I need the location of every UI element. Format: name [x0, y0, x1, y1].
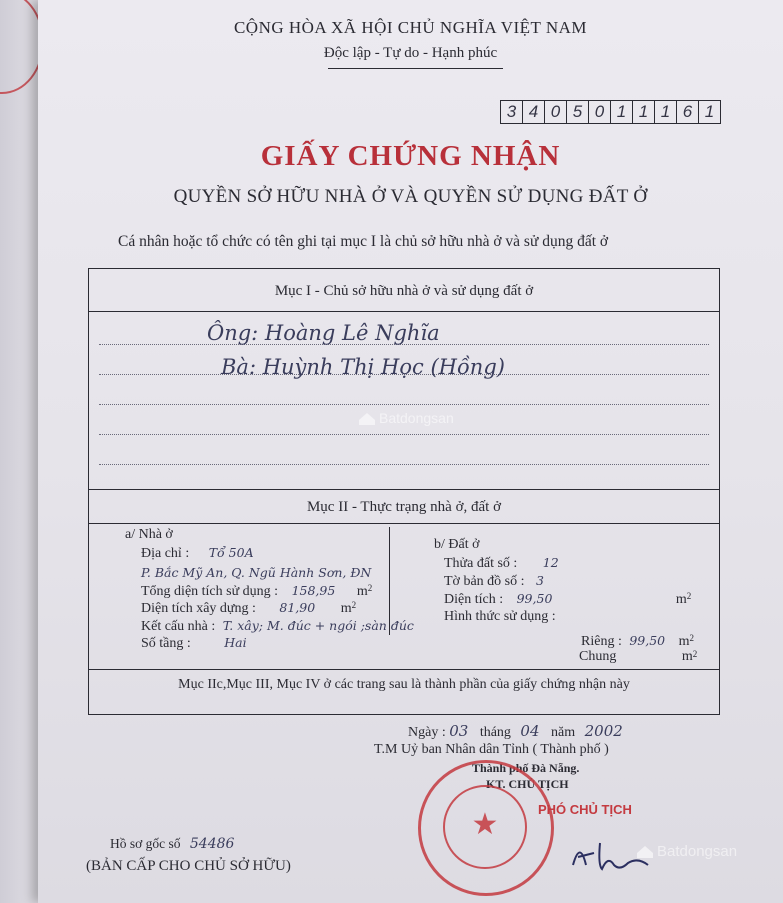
footnote: Mục IIc,Mục III, Mục IV ở các trang sau là thành phần của giấy chứng nhận này — [178, 677, 630, 692]
serial-digit: 0 — [545, 101, 567, 123]
parcel-field — [444, 555, 559, 572]
unit: m — [675, 592, 687, 607]
certificate-subtitle: QUYỀN SỞ HỮU NHÀ Ở VÀ QUYỀN SỬ DỤNG ĐẤT Ở — [173, 186, 648, 207]
divider — [89, 669, 719, 670]
month-value: 04 — [520, 722, 540, 740]
day-label: Ngày : — [408, 725, 446, 740]
file-label: Hồ sơ gốc số — [110, 836, 181, 851]
total-area-value: 158,95 — [291, 583, 336, 598]
watermark-text: Batdongsan — [657, 843, 738, 860]
divider — [89, 489, 719, 490]
serial-number-box — [500, 100, 721, 124]
certificate-page — [38, 0, 783, 903]
day-value: 03 — [449, 722, 469, 740]
month-label: tháng — [479, 725, 511, 740]
land-heading: b/ Đất ở — [434, 537, 480, 552]
land-area-value: 99,50 — [516, 591, 553, 606]
serial-digit: 0 — [589, 101, 611, 123]
certificate-title: GIẤY CHỨNG NHẬN — [260, 140, 561, 172]
seal-inner-ring — [443, 785, 527, 869]
issuer-line3: KT. CHỦ TỊCH — [486, 777, 569, 791]
serial-digit: 1 — [655, 101, 677, 123]
structure-value: T. xây; M. đúc + ngói ;sàn đúc — [222, 618, 414, 633]
divider — [89, 523, 719, 524]
address-value: Tổ 50A — [208, 545, 254, 560]
private-field: Riêng : 99,50 $m^2$ — [581, 633, 695, 649]
floors-label: Số tầng : — [141, 636, 191, 651]
divider — [89, 311, 719, 312]
private-label: Riêng : — [581, 634, 622, 649]
year-value: 2002 — [584, 722, 623, 740]
structure-field — [141, 618, 414, 635]
serial-digit: 6 — [677, 101, 699, 123]
section2-title: Mục II - Thực trạng nhà ở, đất ở — [306, 499, 502, 515]
house-heading: a/ Nhà ở — [125, 527, 173, 542]
intro-text: Cá nhân hoặc tổ chức có tên ghi tại mục I là chủ sở hữu nhà ở và sử dụng đất ở — [118, 233, 609, 250]
map-field — [444, 573, 544, 590]
house-icon — [636, 845, 654, 859]
file-number — [110, 836, 234, 852]
year-label: năm — [551, 725, 576, 740]
house-icon — [358, 412, 376, 426]
built-area-field: Diện tích xây dựng : 81,90 $m^2$ — [141, 600, 357, 616]
owner-2: Bà: Huỳnh Thị Học (Hồng) — [221, 355, 505, 379]
motto-underline — [328, 68, 503, 69]
parcel-label: Thửa đất số : — [444, 556, 518, 571]
watermark-text: Batdongsan — [379, 410, 454, 426]
national-motto: Độc lập - Tự do - Hạnh phúc — [323, 45, 498, 61]
official-seal — [418, 760, 554, 896]
unit: m — [356, 584, 368, 599]
copy-note: (BẢN CẤP CHO CHỦ SỞ HỮU) — [86, 858, 291, 874]
structure-label: Kết cấu nhà : — [141, 619, 216, 634]
private-value: 99,50 — [629, 633, 666, 648]
address-line2: P. Bắc Mỹ An, Q. Ngũ Hành Sơn, ĐN — [141, 565, 372, 580]
address-field — [141, 545, 254, 562]
serial-digit: 1 — [704, 102, 715, 121]
serial-digit: 3 — [501, 101, 523, 123]
file-value: 54486 — [189, 836, 235, 852]
dotted-line — [99, 434, 709, 435]
floors-value: Hai — [224, 635, 247, 650]
watermark-center — [358, 410, 454, 426]
parcel-value: 12 — [542, 555, 559, 570]
serial-digit: 1 — [633, 101, 655, 123]
land-area-label: Diện tích : — [444, 592, 504, 607]
usage-field: Hình thức sử dụng : — [444, 609, 556, 624]
land-area-field: Diện tích : 99,50 $m^2$ — [444, 591, 692, 607]
serial-digit: 4 — [523, 101, 545, 123]
national-title: CỘNG HÒA XÃ HỘI CHỦ NGHĨA VIỆT NAM — [233, 18, 588, 37]
built-area-label: Diện tích xây dựng : — [141, 601, 256, 616]
star-icon: ★ — [471, 808, 499, 841]
issuer-line1: T.M Uỷ ban Nhân dân Tỉnh ( Thành phố ) — [374, 742, 609, 757]
shared-label: Chung — [579, 649, 617, 664]
issuer-line2: Thành phố Đà Nẵng. — [472, 761, 580, 775]
serial-digit: 5 — [567, 101, 589, 123]
owner-1: Ông: Hoàng Lê Nghĩa — [207, 321, 440, 345]
unit: m — [681, 649, 693, 664]
serial-digit: 1 — [611, 101, 633, 123]
unit: m — [340, 601, 352, 616]
total-area-field: Tổng diện tích sử dụng : 158,95 $m^2$ — [141, 583, 373, 599]
dotted-line — [99, 464, 709, 465]
unit: m — [678, 634, 690, 649]
section1-title: Mục I - Chủ sở hữu nhà ở và sử dụng đất ở — [274, 283, 534, 299]
total-area-label: Tổng diện tích sử dụng : — [141, 584, 279, 599]
details-box — [88, 268, 720, 715]
map-value: 3 — [536, 573, 544, 588]
watermark-corner — [636, 843, 737, 860]
address-label: Địa chỉ : — [141, 546, 190, 561]
map-label: Tờ bản đồ số : — [444, 574, 525, 589]
dotted-line — [99, 404, 709, 405]
issuer-line4: PHÓ CHỦ TỊCH — [538, 802, 632, 817]
shared-field: Chung $m^2$ — [579, 649, 698, 664]
built-area-value: 81,90 — [279, 600, 316, 615]
floors-field — [141, 635, 247, 652]
issue-date — [408, 722, 623, 741]
